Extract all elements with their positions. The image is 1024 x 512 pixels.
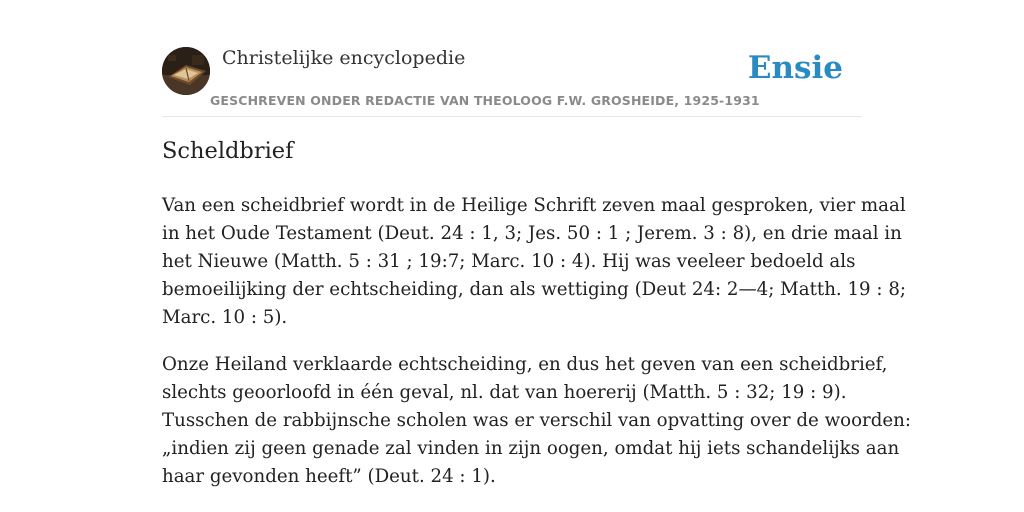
paragraph-line: het Nieuwe (Matth. 5 : 31 ; 19:7; Marc. 10 : 4). Hij was veeleer bedoeld als xyxy=(162,251,856,272)
ensie-logo[interactable]: Ensie xyxy=(747,50,843,86)
site-subtitle: GESCHREVEN ONDER REDACTIE VAN THEOLOOG F.W. GROSHEIDE, 1925-1931 xyxy=(210,93,760,108)
book-icon xyxy=(162,47,210,95)
page-title: Scheldbrief xyxy=(162,138,294,164)
article-paragraph-1 xyxy=(162,192,907,332)
paragraph-line: slechts geoorloofd in één geval, nl. dat van hoererij (Matth. 5 : 32; 19 : 9). xyxy=(162,382,847,403)
paragraph-line: Van een scheidbrief wordt in de Heilige Schrift zeven maal gesproken, vier maal xyxy=(162,195,906,216)
paragraph-line: in het Oude Testament (Deut. 24 : 1, 3; Jes. 50 : 1 ; Jerem. 3 : 8), en drie maal in xyxy=(162,223,902,244)
avatar[interactable] xyxy=(162,47,210,95)
paragraph-line: Tusschen de rabbijnsche scholen was er verschil van opvatting over de woorden: xyxy=(162,410,911,431)
paragraph-line: Marc. 10 : 5). xyxy=(162,307,288,328)
site-header xyxy=(162,44,862,117)
site-title[interactable]: Christelijke encyclopedie xyxy=(222,47,466,69)
paragraph-line: bemoeilijking der echtscheiding, dan als wettiging (Deut 24: 2—4; Matth. 19 : 8; xyxy=(162,279,907,300)
paragraph-line: Onze Heiland verklaarde echtscheiding, en dus het geven van een scheidbrief, xyxy=(162,354,888,375)
paragraph-line: „indien zij geen genade zal vinden in zijn oogen, omdat hij iets schandelijks aan xyxy=(162,438,900,459)
paragraph-line: haar gevonden heeft” (Deut. 24 : 1). xyxy=(162,466,496,487)
article-paragraph-2 xyxy=(162,351,911,491)
